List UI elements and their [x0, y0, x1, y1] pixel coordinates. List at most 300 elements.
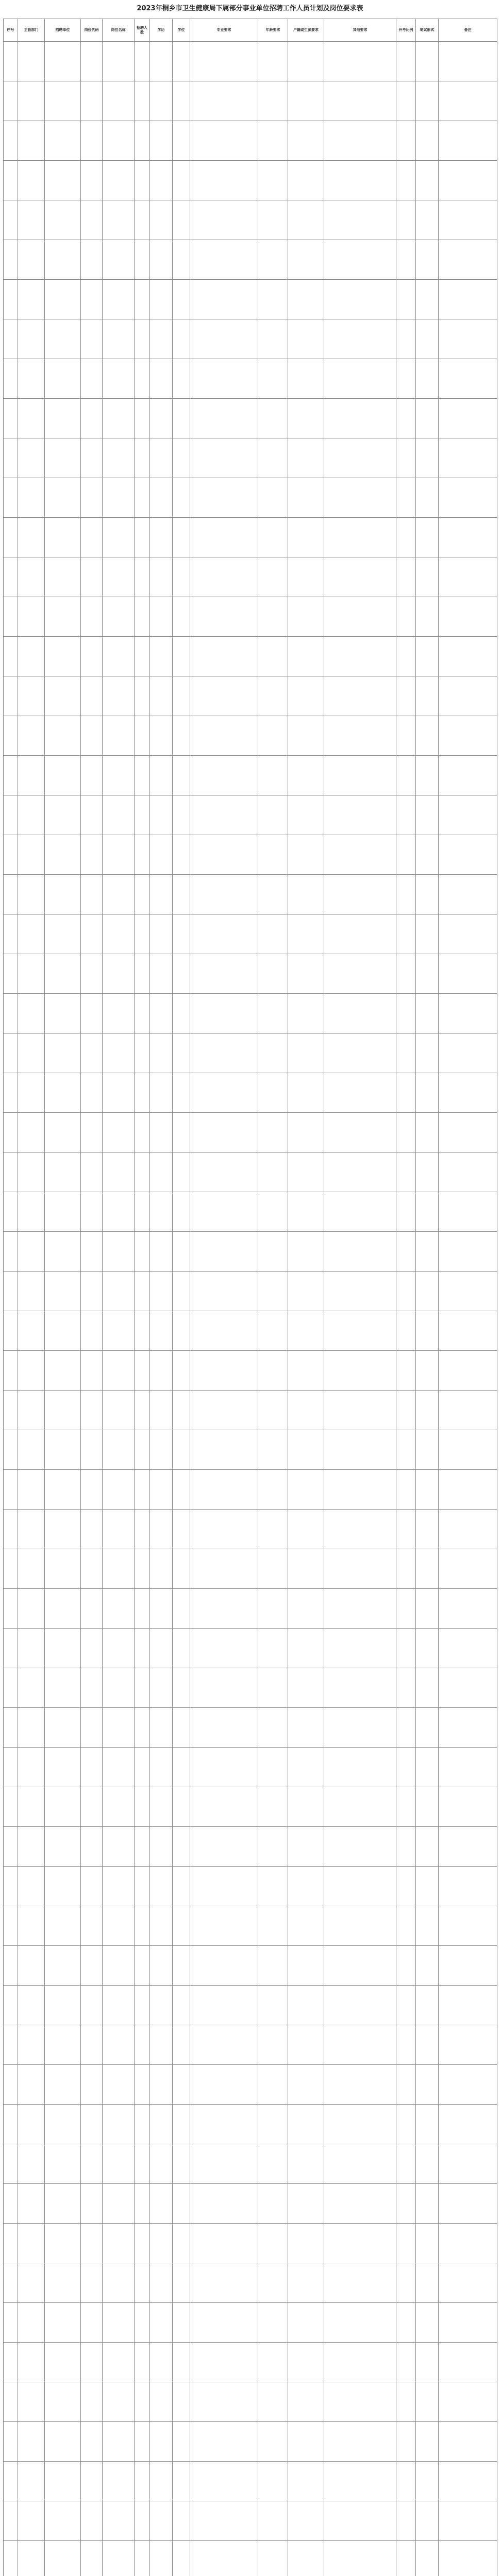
table-cell — [173, 1787, 190, 1827]
table-cell — [81, 1510, 103, 1549]
table-cell — [288, 1073, 324, 1113]
table-cell — [45, 319, 81, 359]
table-cell — [4, 81, 18, 121]
table-cell — [150, 1232, 173, 1272]
table-cell — [45, 637, 81, 676]
table-cell — [258, 81, 288, 121]
table-cell — [173, 478, 190, 518]
table-cell — [18, 1232, 45, 1272]
table-cell — [288, 1827, 324, 1867]
table-row — [4, 1033, 497, 1073]
table-cell — [190, 1153, 258, 1192]
table-cell — [416, 478, 439, 518]
table-cell — [4, 1827, 18, 1867]
table-row — [4, 1946, 497, 1986]
table-cell — [288, 1986, 324, 2025]
col-header: 岗位代码 — [81, 19, 103, 42]
table-cell — [288, 795, 324, 835]
table-cell — [103, 914, 135, 954]
table-cell — [45, 1153, 81, 1192]
table-cell — [258, 954, 288, 994]
table-cell — [190, 240, 258, 280]
table-row — [4, 1391, 497, 1430]
table-cell — [190, 1192, 258, 1232]
table-cell — [258, 2184, 288, 2224]
table-cell — [18, 835, 45, 875]
table-cell — [324, 478, 396, 518]
table-cell — [190, 914, 258, 954]
table-cell — [18, 2303, 45, 2343]
table-cell — [45, 1589, 81, 1629]
table-cell — [4, 716, 18, 756]
table-cell — [4, 1113, 18, 1153]
table-cell — [135, 1272, 150, 1311]
table-cell — [324, 319, 396, 359]
table-cell — [135, 994, 150, 1033]
table-cell — [324, 1748, 396, 1787]
table-cell — [135, 1946, 150, 1986]
table-cell — [396, 2541, 416, 2576]
table-cell — [288, 478, 324, 518]
table-row — [4, 2224, 497, 2263]
table-cell — [190, 756, 258, 795]
table-cell — [81, 875, 103, 914]
table-row — [4, 1073, 497, 1113]
table-cell — [4, 1391, 18, 1430]
table-cell — [4, 1192, 18, 1232]
table-cell — [45, 1311, 81, 1351]
table-cell — [396, 161, 416, 200]
table-cell — [150, 1668, 173, 1708]
table-cell — [135, 2184, 150, 2224]
table-cell — [324, 835, 396, 875]
recruitment-table — [3, 19, 497, 2576]
table-cell — [135, 121, 150, 161]
table-cell — [288, 1668, 324, 1708]
table-cell — [18, 121, 45, 161]
table-cell — [190, 2343, 258, 2382]
table-cell — [190, 954, 258, 994]
table-cell — [416, 2025, 439, 2065]
table-cell — [258, 1589, 288, 1629]
table-cell — [324, 399, 396, 438]
table-cell — [396, 2184, 416, 2224]
table-cell — [150, 81, 173, 121]
table-row — [4, 756, 497, 795]
table-cell — [324, 557, 396, 597]
table-cell — [18, 2343, 45, 2382]
table-cell — [150, 557, 173, 597]
table-cell — [439, 835, 497, 875]
table-cell — [288, 1430, 324, 1470]
table-cell — [324, 1192, 396, 1232]
table-cell — [4, 1073, 18, 1113]
table-cell — [396, 2422, 416, 2462]
table-cell — [81, 1748, 103, 1787]
table-row — [4, 200, 497, 240]
table-cell — [18, 1549, 45, 1589]
table-cell — [439, 42, 497, 81]
table-cell — [324, 438, 396, 478]
table-cell — [81, 1668, 103, 1708]
table-cell — [324, 2105, 396, 2144]
table-cell — [103, 2422, 135, 2462]
table-cell — [135, 914, 150, 954]
table-cell — [439, 1470, 497, 1510]
table-cell — [324, 2184, 396, 2224]
table-cell — [45, 2105, 81, 2144]
table-cell — [439, 597, 497, 637]
table-cell — [103, 2462, 135, 2501]
table-cell — [135, 2065, 150, 2105]
table-cell — [18, 2065, 45, 2105]
col-header: 岗位名称 — [103, 19, 135, 42]
table-cell — [4, 478, 18, 518]
table-cell — [439, 637, 497, 676]
table-cell — [324, 2224, 396, 2263]
table-cell — [324, 1946, 396, 1986]
table-cell — [258, 2501, 288, 2541]
table-cell — [18, 81, 45, 121]
table-cell — [4, 914, 18, 954]
table-row — [4, 954, 497, 994]
table-cell — [173, 1549, 190, 1589]
table-row — [4, 2065, 497, 2105]
table-cell — [173, 42, 190, 81]
table-cell — [396, 835, 416, 875]
table-cell — [190, 2105, 258, 2144]
table-cell — [416, 438, 439, 478]
table-row — [4, 2462, 497, 2501]
table-cell — [81, 1430, 103, 1470]
table-cell — [45, 676, 81, 716]
table-cell — [190, 2382, 258, 2422]
table-cell — [173, 2422, 190, 2462]
table-cell — [135, 2224, 150, 2263]
table-cell — [150, 161, 173, 200]
table-cell — [135, 1073, 150, 1113]
table-header-row — [4, 19, 497, 42]
table-cell — [416, 597, 439, 637]
col-header: 专业要求 — [190, 19, 258, 42]
table-cell — [258, 478, 288, 518]
table-cell — [324, 81, 396, 121]
table-cell — [416, 2263, 439, 2303]
table-cell — [439, 280, 497, 319]
table-cell — [258, 1946, 288, 1986]
table-cell — [324, 1827, 396, 1867]
table-cell — [396, 1986, 416, 2025]
table-cell — [4, 1510, 18, 1549]
table-cell — [150, 2105, 173, 2144]
table-cell — [258, 557, 288, 597]
table-cell — [103, 1470, 135, 1510]
table-cell — [288, 557, 324, 597]
table-cell — [396, 240, 416, 280]
table-cell — [288, 240, 324, 280]
table-cell — [288, 1311, 324, 1351]
table-cell — [173, 1311, 190, 1351]
table-cell — [324, 1668, 396, 1708]
table-cell — [439, 2303, 497, 2343]
table-cell — [288, 954, 324, 994]
table-cell — [135, 399, 150, 438]
table-cell — [288, 2184, 324, 2224]
table-cell — [416, 994, 439, 1033]
table-cell — [439, 399, 497, 438]
table-cell — [439, 2462, 497, 2501]
table-cell — [81, 121, 103, 161]
table-cell — [150, 1629, 173, 1668]
table-cell — [103, 1033, 135, 1073]
col-header: 学历 — [150, 19, 173, 42]
table-cell — [324, 756, 396, 795]
table-cell — [173, 1232, 190, 1272]
table-cell — [103, 756, 135, 795]
table-cell — [103, 1668, 135, 1708]
table-cell — [439, 2184, 497, 2224]
table-cell — [324, 1311, 396, 1351]
table-cell — [18, 1787, 45, 1827]
table-cell — [4, 121, 18, 161]
table-cell — [81, 2382, 103, 2422]
table-cell — [173, 1629, 190, 1668]
table-cell — [396, 1272, 416, 1311]
table-cell — [18, 1153, 45, 1192]
table-cell — [135, 1827, 150, 1867]
table-cell — [135, 637, 150, 676]
table-cell — [190, 1549, 258, 1589]
table-cell — [258, 1232, 288, 1272]
table-cell — [324, 1153, 396, 1192]
table-cell — [190, 399, 258, 438]
table-cell — [18, 399, 45, 438]
table-cell — [135, 1351, 150, 1391]
table-row — [4, 2541, 497, 2576]
col-header: 招聘单位 — [45, 19, 81, 42]
table-cell — [258, 2343, 288, 2382]
table-cell — [45, 1629, 81, 1668]
table-cell — [190, 1033, 258, 1073]
table-cell — [18, 2501, 45, 2541]
table-cell — [135, 2382, 150, 2422]
table-cell — [439, 240, 497, 280]
table-cell — [396, 2343, 416, 2382]
table-cell — [439, 795, 497, 835]
table-cell — [396, 2224, 416, 2263]
table-cell — [135, 240, 150, 280]
table-cell — [190, 994, 258, 1033]
table-cell — [81, 2224, 103, 2263]
table-cell — [45, 795, 81, 835]
table-cell — [288, 2144, 324, 2184]
table-cell — [190, 2501, 258, 2541]
table-cell — [396, 1629, 416, 1668]
table-cell — [396, 1589, 416, 1629]
table-cell — [45, 2462, 81, 2501]
table-cell — [4, 240, 18, 280]
table-cell — [416, 1549, 439, 1589]
table-cell — [173, 1192, 190, 1232]
table-cell — [190, 2263, 258, 2303]
table-row — [4, 1430, 497, 1470]
table-cell — [103, 121, 135, 161]
table-cell — [4, 676, 18, 716]
table-cell — [173, 1073, 190, 1113]
table-cell — [173, 280, 190, 319]
table-cell — [288, 1629, 324, 1668]
table-cell — [18, 240, 45, 280]
table-cell — [135, 875, 150, 914]
table-cell — [81, 1232, 103, 1272]
table-cell — [190, 1232, 258, 1272]
table-cell — [324, 1391, 396, 1430]
table-cell — [81, 518, 103, 557]
table-cell — [4, 1708, 18, 1748]
table-cell — [324, 2501, 396, 2541]
table-cell — [288, 2025, 324, 2065]
table-cell — [173, 121, 190, 161]
table-cell — [190, 42, 258, 81]
table-cell — [150, 2144, 173, 2184]
table-cell — [150, 1391, 173, 1430]
table-cell — [324, 914, 396, 954]
table-cell — [258, 2144, 288, 2184]
table-cell — [18, 2144, 45, 2184]
table-cell — [439, 1510, 497, 1549]
table-cell — [81, 1033, 103, 1073]
table-cell — [416, 161, 439, 200]
table-row — [4, 1827, 497, 1867]
table-cell — [18, 1073, 45, 1113]
table-cell — [173, 1510, 190, 1549]
table-cell — [45, 42, 81, 81]
table-cell — [439, 557, 497, 597]
table-cell — [416, 2462, 439, 2501]
table-cell — [396, 2462, 416, 2501]
table-cell — [45, 1430, 81, 1470]
table-cell — [135, 2462, 150, 2501]
table-cell — [439, 1867, 497, 1906]
table-cell — [439, 1668, 497, 1708]
table-cell — [45, 1906, 81, 1946]
table-cell — [4, 994, 18, 1033]
table-cell — [150, 2422, 173, 2462]
table-cell — [258, 359, 288, 399]
table-cell — [439, 1589, 497, 1629]
table-cell — [81, 1589, 103, 1629]
table-cell — [4, 1232, 18, 1272]
table-cell — [258, 1470, 288, 1510]
table-cell — [439, 1113, 497, 1153]
table-cell — [81, 1629, 103, 1668]
table-cell — [4, 2382, 18, 2422]
table-cell — [45, 121, 81, 161]
table-cell — [18, 42, 45, 81]
table-cell — [190, 518, 258, 557]
table-cell — [4, 1430, 18, 1470]
table-cell — [396, 2501, 416, 2541]
table-cell — [396, 954, 416, 994]
table-cell — [173, 1867, 190, 1906]
table-cell — [103, 676, 135, 716]
table-cell — [81, 2501, 103, 2541]
table-cell — [81, 2422, 103, 2462]
table-cell — [288, 2422, 324, 2462]
table-cell — [81, 994, 103, 1033]
table-cell — [103, 1430, 135, 1470]
table-cell — [150, 1311, 173, 1351]
table-cell — [324, 42, 396, 81]
table-cell — [416, 121, 439, 161]
table-cell — [45, 1787, 81, 1827]
table-cell — [439, 676, 497, 716]
table-cell — [416, 1946, 439, 1986]
table-cell — [288, 1153, 324, 1192]
table-cell — [439, 2144, 497, 2184]
table-cell — [439, 161, 497, 200]
table-cell — [4, 835, 18, 875]
table-cell — [45, 875, 81, 914]
table-cell — [150, 2343, 173, 2382]
table-cell — [18, 200, 45, 240]
table-cell — [18, 359, 45, 399]
table-cell — [258, 795, 288, 835]
table-row — [4, 1272, 497, 1311]
table-cell — [190, 1589, 258, 1629]
table-cell — [18, 1827, 45, 1867]
table-cell — [4, 1946, 18, 1986]
table-cell — [135, 1986, 150, 2025]
table-cell — [439, 81, 497, 121]
table-cell — [18, 161, 45, 200]
table-cell — [324, 1708, 396, 1748]
table-cell — [416, 1351, 439, 1391]
table-cell — [439, 1272, 497, 1311]
table-cell — [150, 1946, 173, 1986]
table-cell — [103, 597, 135, 637]
table-cell — [258, 2422, 288, 2462]
table-cell — [288, 518, 324, 557]
table-cell — [258, 676, 288, 716]
table-cell — [288, 2462, 324, 2501]
col-header: 其他要求 — [324, 19, 396, 42]
table-cell — [45, 2184, 81, 2224]
table-cell — [190, 557, 258, 597]
table-cell — [416, 1192, 439, 1232]
table-cell — [150, 1867, 173, 1906]
table-cell — [45, 438, 81, 478]
table-cell — [439, 994, 497, 1033]
table-cell — [288, 399, 324, 438]
table-cell — [18, 1629, 45, 1668]
table-cell — [4, 2541, 18, 2576]
table-cell — [150, 1787, 173, 1827]
table-cell — [416, 1311, 439, 1351]
table-row — [4, 2144, 497, 2184]
table-cell — [288, 1708, 324, 1748]
table-cell — [4, 2263, 18, 2303]
table-cell — [150, 795, 173, 835]
table-cell — [135, 1748, 150, 1787]
table-cell — [288, 914, 324, 954]
table-cell — [173, 1391, 190, 1430]
table-cell — [81, 1272, 103, 1311]
table-cell — [81, 42, 103, 81]
table-cell — [258, 438, 288, 478]
table-cell — [258, 42, 288, 81]
table-cell — [288, 438, 324, 478]
